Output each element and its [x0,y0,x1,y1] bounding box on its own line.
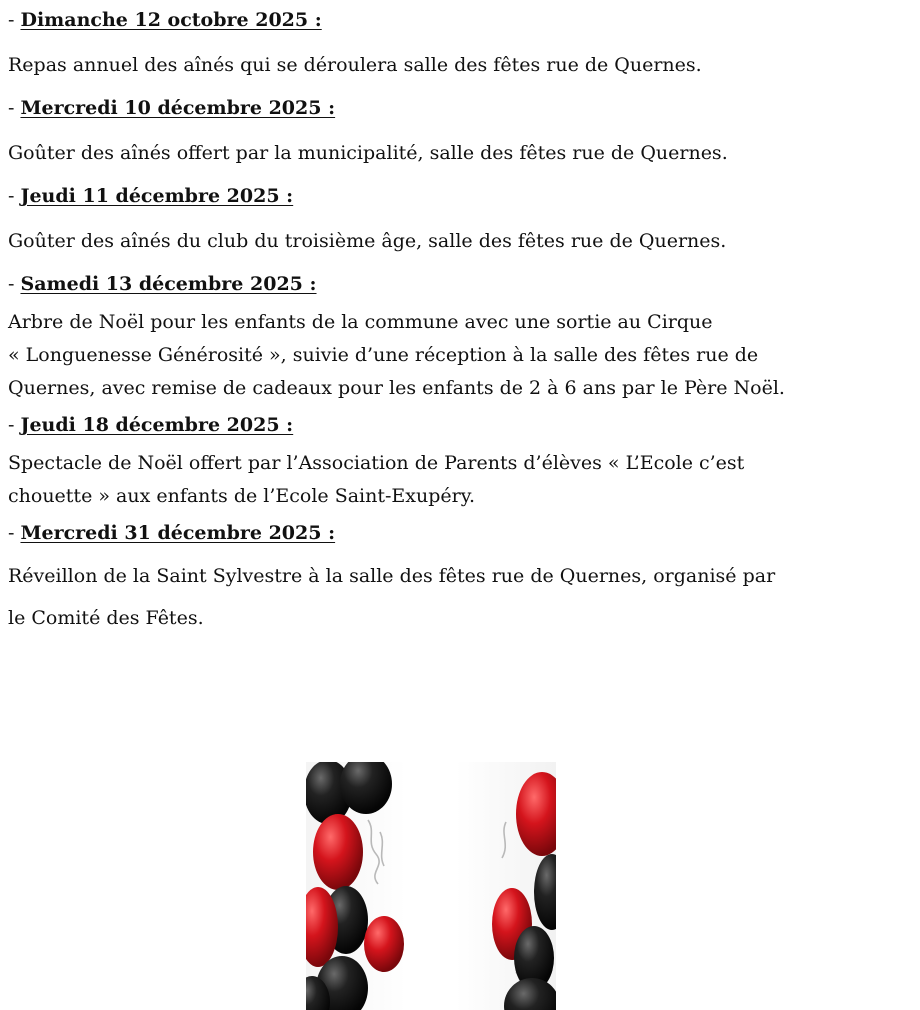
event-description: Repas annuel des aînés qui se déroulera salle des fêtes rue de Quernes. [8,54,702,76]
ribbon [368,820,379,884]
event-date: Mercredi 31 décembre 2025 : [20,522,336,544]
event-dash: - [8,522,21,544]
event-0 [8,0,908,88]
balloons-illustration [306,762,556,1010]
event-heading [8,405,908,447]
event-description: Goûter des aînés offert par la municipalité, salle des fêtes rue de Quernes. [8,142,728,164]
description-line: chouette » aux enfants de l’Ecole Saint-Exupéry. [8,485,475,507]
event-dash: - [8,97,21,119]
event-heading [8,176,908,218]
event-date: Jeudi 18 décembre 2025 : [20,414,294,436]
ribbon [502,822,506,858]
event-date: Dimanche 12 octobre 2025 : [20,9,322,31]
black-balloon [534,854,556,930]
description-line: Réveillon de la Saint Sylvestre à la salle des fêtes rue de Quernes, organisé par [8,565,776,587]
description-line: Quernes, avec remise de cadeaux pour les enfants de 2 à 6 ans par le Père Noël. [8,377,785,399]
ribbon [380,832,384,866]
event-description [8,447,908,513]
event-dash: - [8,9,21,31]
black-balloon [504,978,556,1010]
document-body [8,0,908,639]
event-description [8,555,908,639]
event-dash: - [8,273,21,295]
event-5 [8,513,908,639]
event-heading [8,88,908,130]
event-heading [8,0,908,42]
red-balloon [516,772,556,856]
description-line: le Comité des Fêtes. [8,607,204,629]
description-line: Spectacle de Noël offert par l’Association de Parents d’élèves « L’Ecole c’est [8,452,745,474]
event-date: Mercredi 10 décembre 2025 : [20,97,336,119]
event-dash: - [8,185,21,207]
event-date: Samedi 13 décembre 2025 : [20,273,317,295]
description-line: « Longuenesse Générosité », suivie d’une réception à la salle des fêtes rue de [8,344,759,366]
event-description: Goûter des aînés du club du troisième âge, salle des fêtes rue de Quernes. [8,230,727,252]
event-heading [8,513,908,555]
event-description [8,306,908,405]
red-balloon [364,916,404,972]
event-1 [8,88,908,176]
event-4 [8,405,908,513]
balloons-image [306,762,556,1010]
event-3 [8,264,908,405]
description-line: Arbre de Noël pour les enfants de la commune avec une sortie au Cirque [8,311,713,333]
event-2 [8,176,908,264]
red-balloon [313,814,363,890]
event-heading [8,264,908,306]
event-date: Jeudi 11 décembre 2025 : [20,185,294,207]
event-dash: - [8,414,21,436]
